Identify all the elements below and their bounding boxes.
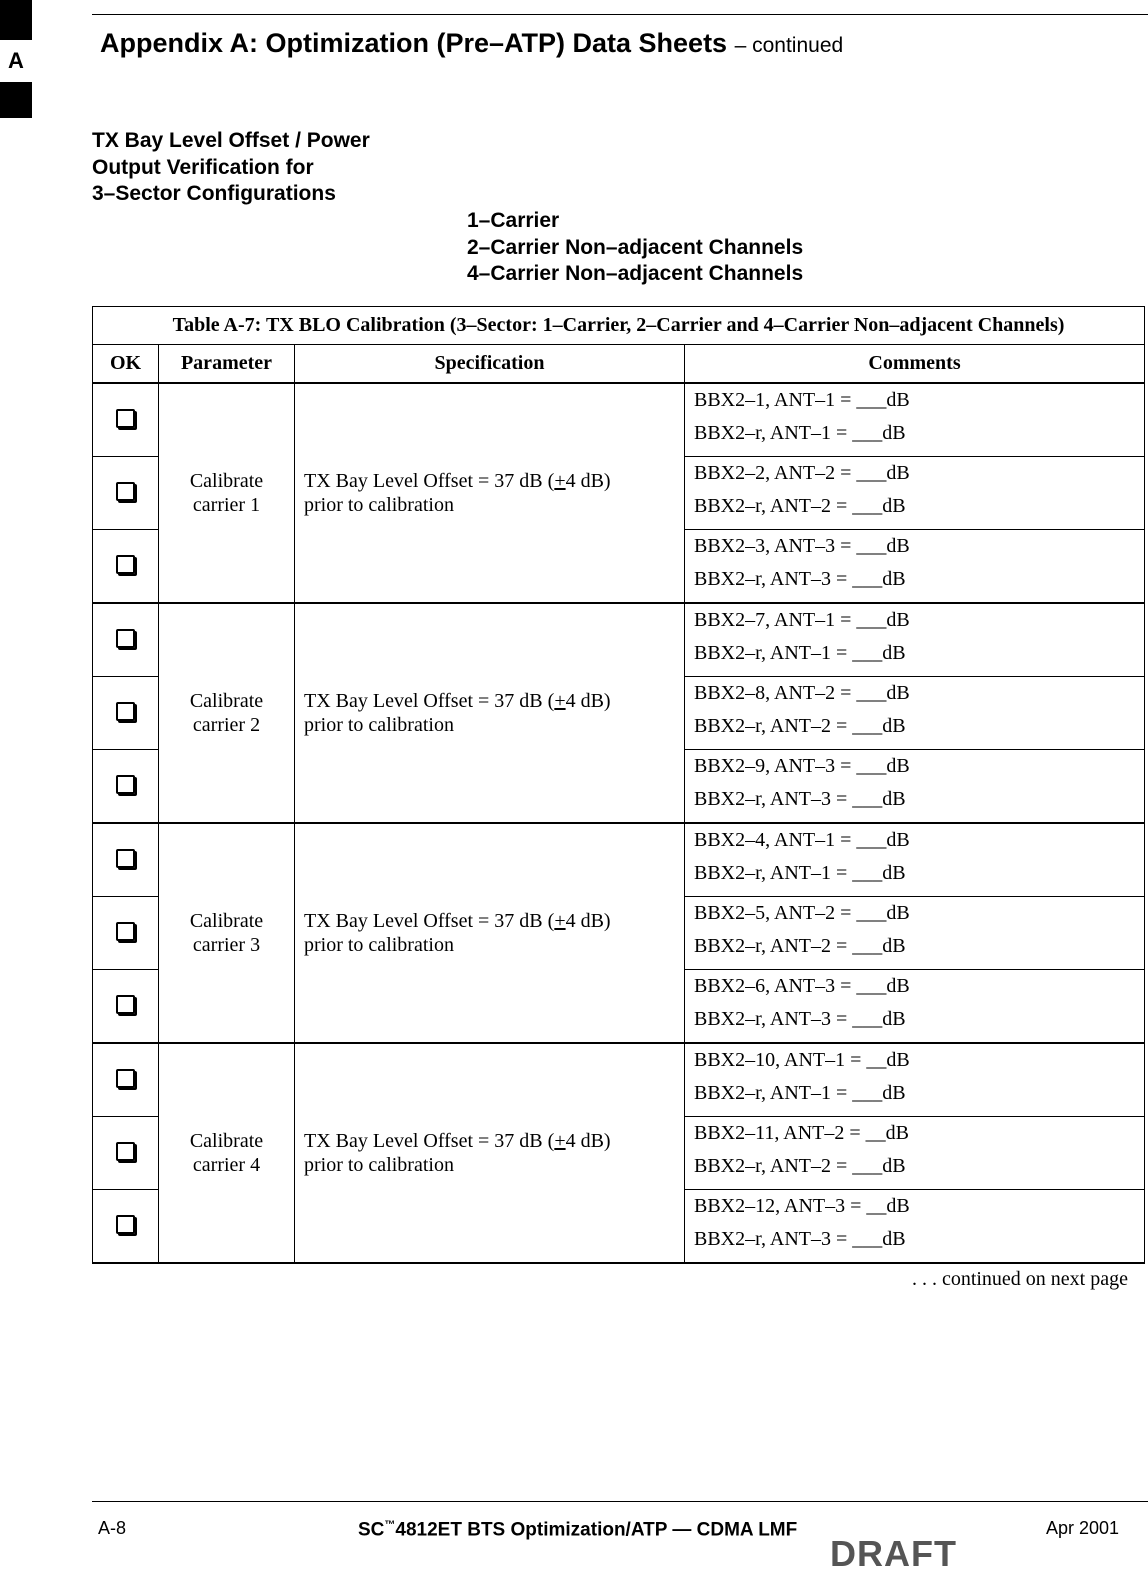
specification-text: TX Bay Level Offset = 37 dB (	[304, 690, 555, 712]
column-header-ok: OK	[93, 345, 159, 384]
comment-line: BBX2–r, ANT–1 = ___dB	[694, 642, 906, 664]
configuration-list	[467, 208, 803, 288]
table-row	[93, 383, 1145, 457]
plus-minus-symbol: +	[554, 690, 566, 712]
ok-checkbox[interactable]	[116, 409, 135, 428]
parameter-cell	[159, 823, 295, 1043]
section-title	[92, 128, 370, 208]
specification-line	[304, 909, 684, 933]
ok-checkbox[interactable]	[116, 775, 135, 794]
table-caption-label: Table A-7:	[172, 314, 262, 336]
ok-checkbox[interactable]	[116, 995, 135, 1014]
trademark-symbol: ™	[384, 1519, 396, 1531]
parameter-cell	[159, 1043, 295, 1263]
comment-line: BBX2–r, ANT–1 = ___dB	[694, 1082, 906, 1104]
comments-cell	[685, 457, 1145, 530]
comments-cell	[685, 823, 1145, 897]
specification-line	[304, 689, 684, 713]
comments-cell	[685, 750, 1145, 824]
comment-line: BBX2–r, ANT–2 = ___dB	[694, 935, 906, 957]
specification-line	[304, 469, 684, 493]
comments-cell	[685, 530, 1145, 604]
plus-minus-symbol: +	[554, 910, 566, 932]
comments-cell	[685, 897, 1145, 970]
ok-cell	[93, 1190, 159, 1264]
page-header-title: Appendix A: Optimization (Pre–ATP) Data Sheets	[100, 28, 728, 58]
table-row	[93, 603, 1145, 677]
parameter-cell	[159, 383, 295, 603]
comment-line: BBX2–r, ANT–2 = ___dB	[694, 1155, 906, 1177]
comment-line: BBX2–3, ANT–3 = ___dB	[694, 535, 910, 557]
comments-cell	[685, 603, 1145, 677]
page-number: A-8	[98, 1518, 127, 1538]
specification-text: TX Bay Level Offset = 37 dB (	[304, 910, 555, 932]
comments-cell	[685, 1043, 1145, 1117]
ok-cell	[93, 1117, 159, 1190]
ok-checkbox[interactable]	[116, 555, 135, 574]
ok-checkbox[interactable]	[116, 922, 135, 941]
comment-line: BBX2–2, ANT–2 = ___dB	[694, 462, 910, 484]
parameter-text: Calibrate	[189, 1130, 264, 1152]
comment-line: BBX2–6, ANT–3 = ___dB	[694, 975, 910, 997]
ok-cell	[93, 823, 159, 897]
parameter-text: carrier 4	[192, 1154, 261, 1176]
ok-checkbox[interactable]	[116, 702, 135, 721]
ok-cell	[93, 383, 159, 457]
parameter-text: carrier 1	[192, 494, 261, 516]
parameter-text: Calibrate	[189, 910, 264, 932]
comment-line: BBX2–1, ANT–1 = ___dB	[694, 389, 910, 411]
comments-cell	[685, 677, 1145, 750]
specification-line: prior to calibration	[304, 934, 454, 956]
side-tab-block-top	[0, 0, 32, 40]
comment-line: BBX2–r, ANT–2 = ___dB	[694, 715, 906, 737]
table-row	[93, 1043, 1145, 1117]
side-tab-letter: A	[0, 40, 32, 82]
tx-blo-calibration-table	[92, 306, 1145, 1264]
comments-cell	[685, 383, 1145, 457]
specification-line	[304, 1129, 684, 1153]
comment-line: BBX2–r, ANT–3 = ___dB	[694, 1228, 906, 1250]
document-date: Apr 2001	[1046, 1518, 1120, 1538]
parameter-text: Calibrate	[189, 690, 264, 712]
ok-checkbox[interactable]	[116, 1142, 135, 1161]
specification-line: prior to calibration	[304, 1154, 454, 1176]
ok-cell	[93, 970, 159, 1044]
specification-text: 4 dB)	[565, 1130, 611, 1152]
section-title-line: Output Verification for	[92, 155, 314, 179]
document-title-rest: 4812ET BTS Optimization/ATP — CDMA LMF	[395, 1519, 798, 1541]
specification-text: TX Bay Level Offset = 37 dB (	[304, 1130, 555, 1152]
plus-minus-symbol: +	[554, 470, 566, 492]
specification-cell	[295, 1043, 685, 1263]
comment-line: BBX2–r, ANT–2 = ___dB	[694, 495, 906, 517]
ok-cell	[93, 603, 159, 677]
document-title-sc: SC	[358, 1519, 385, 1541]
comment-line: BBX2–11, ANT–2 = __dB	[694, 1122, 909, 1144]
column-header-comments: Comments	[685, 345, 1145, 384]
ok-checkbox[interactable]	[116, 629, 135, 648]
parameter-text: carrier 2	[192, 714, 261, 736]
specification-text: 4 dB)	[565, 910, 611, 932]
page-header-continued: – continued	[734, 34, 844, 57]
ok-checkbox[interactable]	[116, 849, 135, 868]
comments-cell	[685, 1190, 1145, 1264]
ok-cell	[93, 1043, 159, 1117]
comment-line: BBX2–4, ANT–1 = ___dB	[694, 829, 910, 851]
plus-minus-symbol: +	[554, 1130, 566, 1152]
comment-line: BBX2–5, ANT–2 = ___dB	[694, 902, 910, 924]
specification-text: 4 dB)	[565, 470, 611, 492]
footer-rule	[92, 1501, 1148, 1502]
comment-line: BBX2–r, ANT–3 = ___dB	[694, 788, 906, 810]
column-header-specification: Specification	[295, 345, 685, 384]
parameter-text: carrier 3	[192, 934, 261, 956]
table-header-row	[93, 345, 1145, 384]
comment-line: BBX2–r, ANT–1 = ___dB	[694, 422, 906, 444]
specification-line: prior to calibration	[304, 714, 454, 736]
document-title	[358, 1519, 797, 1541]
ok-cell	[93, 750, 159, 824]
ok-checkbox[interactable]	[116, 1069, 135, 1088]
table-caption-text: TX BLO Calibration (3–Sector: 1–Carrier, 2–Carrier and 4–Carrier Non–adjacent Channels)	[265, 314, 1065, 336]
continued-note: . . . continued on next page	[911, 1268, 1128, 1290]
ok-cell	[93, 897, 159, 970]
section-title-line: 3–Sector Configurations	[92, 182, 336, 205]
specification-cell	[295, 603, 685, 823]
ok-cell	[93, 677, 159, 750]
column-header-parameter: Parameter	[159, 345, 295, 384]
ok-cell	[93, 457, 159, 530]
comment-line: BBX2–r, ANT–3 = ___dB	[694, 568, 906, 590]
parameter-text: Calibrate	[189, 470, 264, 492]
configuration-item: 2–Carrier Non–adjacent Channels	[467, 235, 804, 259]
comment-line: BBX2–r, ANT–1 = ___dB	[694, 862, 906, 884]
ok-checkbox[interactable]	[116, 482, 135, 501]
comments-cell	[685, 1117, 1145, 1190]
header-rule	[92, 14, 1148, 15]
draft-watermark: DRAFT	[830, 1533, 957, 1574]
comment-line: BBX2–r, ANT–3 = ___dB	[694, 1008, 906, 1030]
table-row	[93, 823, 1145, 897]
specification-text: TX Bay Level Offset = 37 dB (	[304, 470, 555, 492]
comment-line: BBX2–8, ANT–2 = ___dB	[694, 682, 910, 704]
ok-cell	[93, 530, 159, 604]
configuration-item: 4–Carrier Non–adjacent Channels	[467, 262, 804, 285]
comment-line: BBX2–9, ANT–3 = ___dB	[694, 755, 910, 777]
specification-text: 4 dB)	[565, 690, 611, 712]
side-tab-block-bottom	[0, 82, 32, 118]
ok-checkbox[interactable]	[116, 1215, 135, 1234]
parameter-cell	[159, 603, 295, 823]
specification-cell	[295, 383, 685, 603]
configuration-item: 1–Carrier	[467, 209, 560, 232]
comment-line: BBX2–10, ANT–1 = __dB	[694, 1049, 910, 1071]
table-caption	[93, 307, 1145, 345]
specification-cell	[295, 823, 685, 1043]
comments-cell	[685, 970, 1145, 1044]
comment-line: BBX2–12, ANT–3 = __dB	[694, 1195, 910, 1217]
specification-line: prior to calibration	[304, 494, 454, 516]
comment-line: BBX2–7, ANT–1 = ___dB	[694, 609, 910, 631]
page-header	[100, 28, 843, 59]
section-title-line: TX Bay Level Offset / Power	[92, 129, 370, 152]
